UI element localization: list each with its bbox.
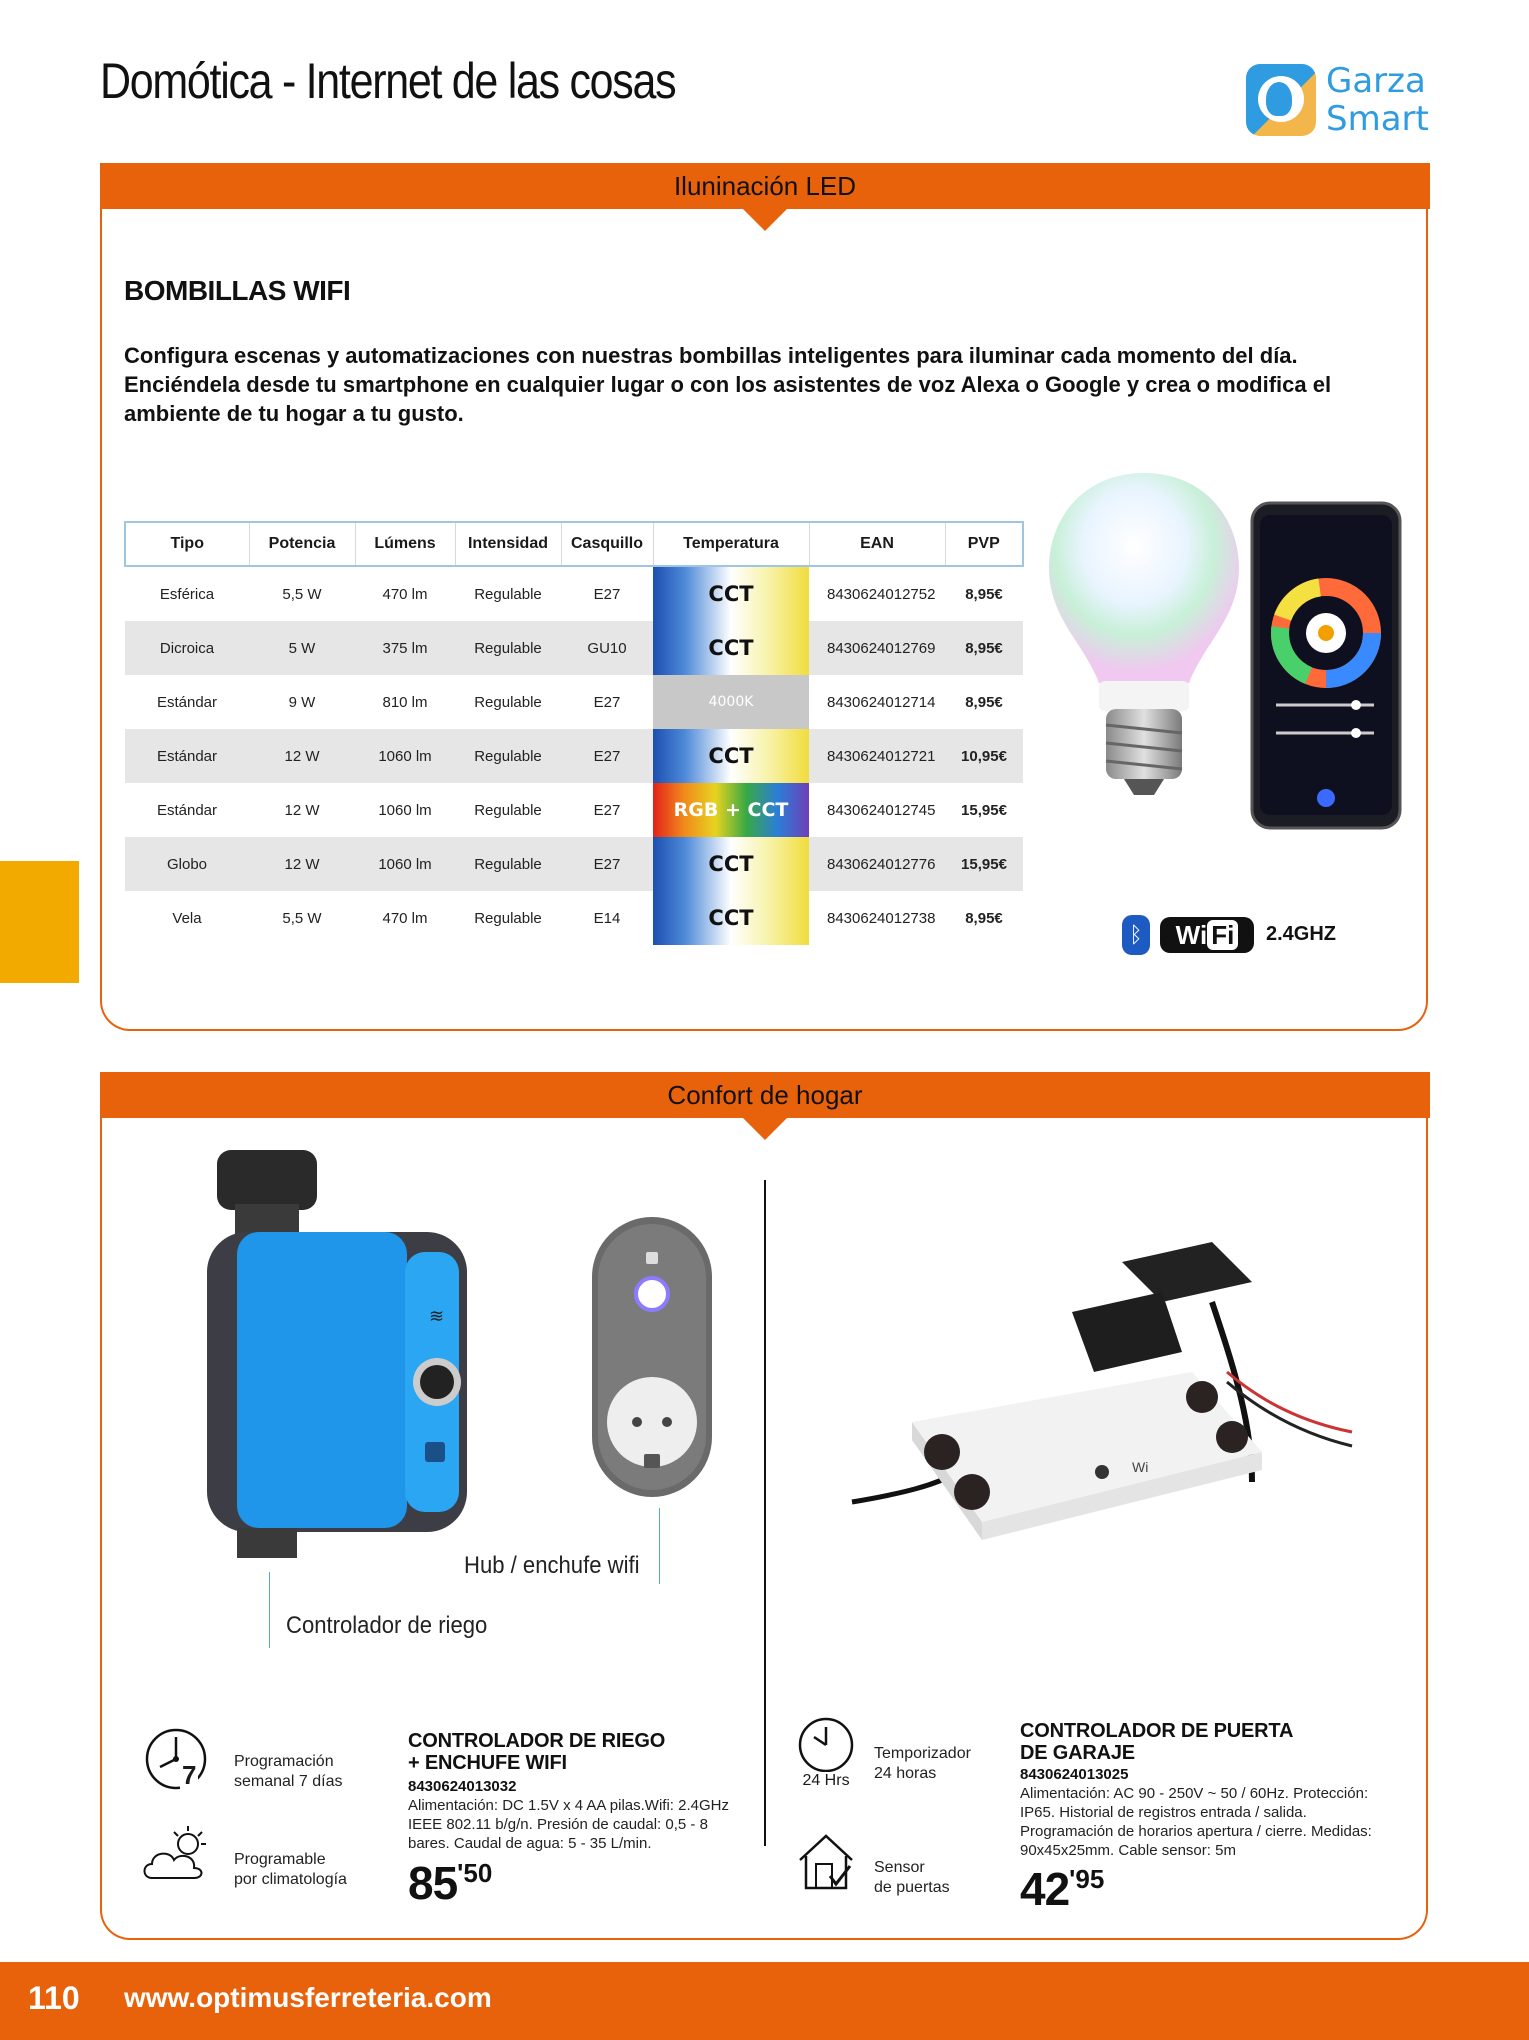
bulbs-table xyxy=(124,521,1024,945)
cell-intensidad: Regulable xyxy=(455,621,561,675)
feature-label-line2: 24 horas xyxy=(874,1765,937,1782)
cell-pvp: 8,95€ xyxy=(945,621,1023,675)
product-description: Alimentación: DC 1.5V x 4 AA pilas.Wifi: 2.4GHz IEEE 802.11 b/g/n. Presión de caudal: 0,5 - 8 bares. Caudal de agua: 5 - 35 L/min. xyxy=(408,1797,729,1852)
product-name-line1: CONTROLADOR DE PUERTA xyxy=(1020,1720,1294,1742)
section-description: Configura escenas y automatizaciones con nuestras bombillas inteligentes para iluminar cada momento del día. Enciéndela desde tu smartphone en cualquier lugar o con los asistentes de voz Alexa o Google y crea o modifica el ambiente de tu hogar a tu gusto. xyxy=(124,343,1332,426)
wifi-plug-hub-image xyxy=(582,1212,722,1502)
cell-temperatura xyxy=(653,891,809,945)
page-footer xyxy=(0,1962,1529,2040)
cell-pvp: 8,95€ xyxy=(965,693,1003,711)
brand-logo xyxy=(1246,62,1529,142)
calendar-7-number: 7 xyxy=(182,1760,197,1790)
cell-intensidad: Regulable xyxy=(474,585,542,603)
cell-intensidad: Regulable xyxy=(474,909,542,927)
cell-casquillo: E27 xyxy=(593,693,621,711)
cell-potencia: 5,5 W xyxy=(282,585,322,603)
cct-gradient-label: CCT xyxy=(653,891,809,945)
cell-lumens: 1060 lm xyxy=(355,729,455,783)
cell-casquillo: E27 xyxy=(561,837,653,891)
bluetooth-icon: ᛒ xyxy=(1122,915,1150,955)
cct-gradient-label: CCT xyxy=(653,837,809,891)
cell-tipo: Estándar xyxy=(156,801,218,819)
table-row xyxy=(125,621,1023,675)
cell-casquillo: GU10 xyxy=(561,621,653,675)
cell-potencia: 9 W xyxy=(288,693,316,711)
cell-temperatura xyxy=(653,621,809,675)
page-number: 110 xyxy=(28,1980,80,2016)
logo-line1: Garza xyxy=(1326,61,1426,101)
cell-tipo: Globo xyxy=(125,837,249,891)
cell-ean: 8430624012745 xyxy=(827,801,936,819)
col-header-potencia: Potencia xyxy=(249,522,355,566)
cct-gradient-label: CCT xyxy=(653,567,809,621)
col-header-tipo: Tipo xyxy=(125,522,249,566)
page-title: Domótica - Internet de las cosas xyxy=(100,53,676,109)
cell-pvp: 15,95€ xyxy=(945,837,1023,891)
cell-casquillo: E27 xyxy=(593,801,621,819)
col-header-intensidad: Intensidad xyxy=(455,522,561,566)
led-lighting-panel xyxy=(100,163,1428,1031)
weather-icon xyxy=(140,1822,214,1886)
cell-temperatura xyxy=(653,729,809,783)
cell-tipo: Vela xyxy=(172,909,202,927)
product-price xyxy=(408,1856,492,1910)
cct-gradient-label: CCT xyxy=(653,729,809,783)
cell-lumens: 1060 lm xyxy=(378,801,432,819)
wifi-part-b: Fi xyxy=(1207,920,1238,950)
cell-tipo: Estándar xyxy=(125,729,249,783)
cell-ean: 8430624012738 xyxy=(827,909,936,927)
cell-potencia: 12 W xyxy=(249,837,355,891)
cell-potencia: 12 W xyxy=(249,729,355,783)
feature-label xyxy=(874,1858,950,1898)
cell-pvp: 8,95€ xyxy=(965,909,1003,927)
cell-lumens: 470 lm xyxy=(382,585,428,603)
section-band-led: Iluninación LED xyxy=(100,163,1430,209)
cell-intensidad: Regulable xyxy=(474,801,542,819)
cell-ean: 8430624012752 xyxy=(827,585,936,603)
table-row xyxy=(125,729,1023,783)
cell-pvp: 8,95€ xyxy=(965,585,1003,603)
feature-label xyxy=(234,1850,347,1890)
connectivity-badges xyxy=(1122,915,1382,955)
feature-label-line2: por climatología xyxy=(234,1871,347,1888)
product-name-line2: + ENCHUFE WIFI xyxy=(408,1752,567,1774)
product-name-riego xyxy=(408,1730,665,1774)
cell-ean: 8430624012714 xyxy=(827,693,936,711)
cct-gradient-label: CCT xyxy=(653,621,809,675)
cell-ean: 8430624012769 xyxy=(809,621,945,675)
cell-intensidad: Regulable xyxy=(455,837,561,891)
riego-callout-label: Controlador de riego xyxy=(286,1612,488,1639)
vertical-divider xyxy=(764,1180,766,1846)
cell-casquillo: E27 xyxy=(561,729,653,783)
cell-potencia: 5 W xyxy=(249,621,355,675)
product-name-line1: CONTROLADOR DE RIEGO xyxy=(408,1730,666,1752)
website-link[interactable]: www.optimusferreteria.com xyxy=(124,1982,492,2013)
cell-intensidad: Regulable xyxy=(474,693,542,711)
riego-callout-line xyxy=(269,1572,270,1648)
cell-tipo: Dicroica xyxy=(125,621,249,675)
hub-callout-label: Hub / enchufe wifi xyxy=(464,1552,640,1579)
home-comfort-panel xyxy=(100,1072,1428,1940)
col-header-casquillo: Casquillo xyxy=(561,522,653,566)
cell-pvp: 10,95€ xyxy=(945,729,1023,783)
product-ean: 8430624013032 xyxy=(408,1778,517,1795)
feature-label-line1: Sensor xyxy=(874,1859,925,1876)
heron-logo-icon xyxy=(1246,64,1316,136)
feature-label xyxy=(234,1752,343,1792)
feature-label-line1: Programación xyxy=(234,1753,334,1770)
smart-bulb-phone-image xyxy=(1044,443,1404,853)
svg-text:≋: ≋ xyxy=(429,1306,445,1326)
product-description: Alimentación: AC 90 - 250V ~ 50 / 60Hz. Protección: IP65. Historial de registros entrada / salida. Programación de horarios apertura / cierre. Medidas: 90x45x25mm. Cable sensor: 5m xyxy=(1020,1785,1372,1859)
product-ean: 8430624013025 xyxy=(1020,1766,1129,1783)
cell-casquillo: E27 xyxy=(593,585,621,603)
feature-label-line1: Programable xyxy=(234,1851,326,1868)
price-decimal: '50 xyxy=(457,1858,493,1888)
table-row xyxy=(125,837,1023,891)
wifi-icon xyxy=(1160,917,1254,953)
irrigation-controller-image xyxy=(197,1142,497,1562)
product-name-line2: DE GARAJE xyxy=(1020,1742,1135,1764)
cell-temperatura xyxy=(653,783,809,837)
cell-casquillo: E14 xyxy=(593,909,621,927)
cell-lumens: 470 lm xyxy=(382,909,428,927)
svg-text:Wi: Wi xyxy=(1132,1459,1149,1475)
wifi-part-a: Wi xyxy=(1175,920,1208,950)
table-row xyxy=(125,566,1023,621)
cell-temperatura xyxy=(653,837,809,891)
4000k-label: 4000K xyxy=(653,675,809,729)
col-header-pvp: PVP xyxy=(945,522,1023,566)
price-decimal: '95 xyxy=(1069,1864,1105,1894)
cell-lumens: 1060 lm xyxy=(355,837,455,891)
frequency-label: 2.4GHZ xyxy=(1266,923,1337,945)
cell-lumens: 810 lm xyxy=(382,693,428,711)
cell-potencia: 5,5 W xyxy=(282,909,322,927)
cell-potencia: 12 W xyxy=(284,801,320,819)
cell-temperatura xyxy=(653,675,809,729)
table-row xyxy=(125,783,1023,837)
table-row xyxy=(125,675,1023,729)
feature-label xyxy=(874,1744,971,1784)
feature-label-line2: de puertas xyxy=(874,1879,950,1896)
price-integer: 85 xyxy=(408,1857,458,1909)
table-header-row xyxy=(125,522,1023,566)
col-header-ean: EAN xyxy=(809,522,945,566)
section-title: BOMBILLAS WIFI xyxy=(124,275,351,306)
cell-tipo: Esférica xyxy=(159,585,215,603)
feature-label-line1: Temporizador xyxy=(874,1745,971,1762)
chapter-side-tab xyxy=(0,861,79,983)
table-row xyxy=(125,891,1023,945)
clock-24h-text: 24 Hrs xyxy=(794,1772,858,1790)
garage-door-controller-image xyxy=(832,1222,1392,1602)
col-header-temperatura: Temperatura xyxy=(653,522,809,566)
cell-temperatura xyxy=(653,566,809,621)
product-price xyxy=(1020,1862,1104,1916)
cell-ean: 8430624012776 xyxy=(809,837,945,891)
rgb-cct-gradient-label: RGB + CCT xyxy=(653,783,809,837)
hub-callout-line xyxy=(659,1508,660,1584)
col-header-lumens: Lúmens xyxy=(355,522,455,566)
cell-lumens: 375 lm xyxy=(355,621,455,675)
price-integer: 42 xyxy=(1020,1863,1070,1915)
logo-line2: Smart xyxy=(1326,99,1429,139)
logo-text xyxy=(1326,62,1429,138)
cell-pvp: 15,95€ xyxy=(961,801,1007,819)
cell-ean: 8430624012721 xyxy=(809,729,945,783)
product-name-garaje xyxy=(1020,1720,1293,1764)
house-sensor-icon xyxy=(794,1830,858,1894)
cell-intensidad: Regulable xyxy=(455,729,561,783)
section-band-confort: Confort de hogar xyxy=(100,1072,1430,1118)
cell-tipo: Estándar xyxy=(156,693,218,711)
feature-label-line2: semanal 7 días xyxy=(234,1773,343,1790)
